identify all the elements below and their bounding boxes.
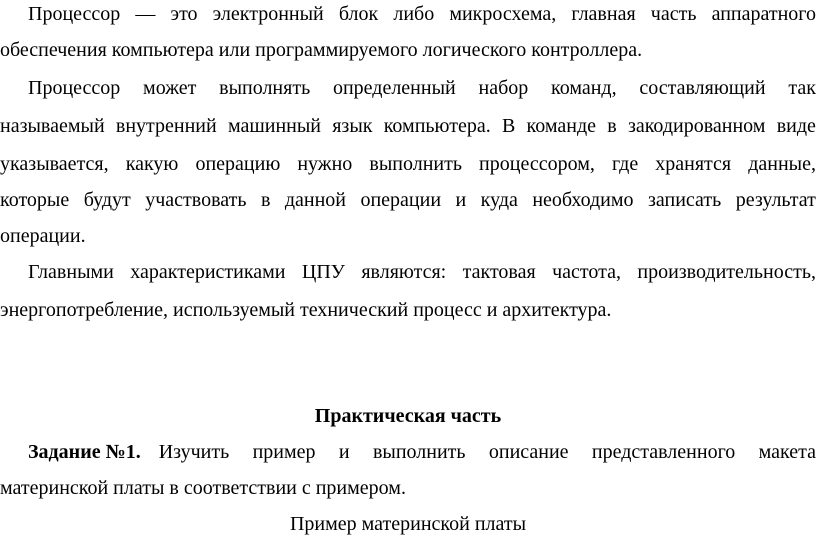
word: необходимо — [532, 189, 634, 211]
figure-caption: Пример материнской платы — [289, 513, 527, 535]
paragraph-3-line-2: энергопотребление, используемый технический процесс и архитектура. — [0, 299, 612, 321]
word: и — [455, 189, 467, 211]
word: определенный — [332, 77, 456, 99]
word: нужно — [297, 153, 353, 175]
word: электронный — [212, 3, 324, 25]
word: характеристиками — [130, 261, 286, 283]
word: пример — [252, 441, 316, 463]
word: это — [170, 3, 198, 25]
word: — — [135, 3, 156, 25]
word: набор — [478, 77, 529, 99]
paragraph-2-line-3 — [0, 152, 816, 176]
word: результат — [735, 189, 816, 211]
word: выполнить — [372, 441, 466, 463]
word: Процессор — [28, 77, 121, 99]
paragraph-2-line-1 — [0, 76, 816, 100]
task-label: Задание №1. — [28, 441, 141, 463]
word: Процессор — [28, 3, 121, 25]
word: указывается, — [0, 153, 109, 175]
word: будут — [83, 189, 131, 211]
paragraph-2-line-4 — [0, 188, 816, 212]
word: аппаратного — [711, 3, 816, 25]
word: записать — [648, 189, 722, 211]
paragraph-2-line-5: операции. — [0, 225, 86, 247]
task-line-2: материнской платы в соответствии с примером. — [0, 477, 406, 499]
paragraph-1-line-2: обеспечения компьютера или программируемого логического контроллера. — [0, 39, 643, 61]
word: называемый — [0, 115, 105, 137]
word: машинный — [227, 115, 321, 137]
word: составляющий — [639, 77, 766, 99]
word: В — [501, 115, 516, 137]
word: виде — [776, 115, 816, 137]
word: в — [260, 189, 271, 211]
word: описание — [488, 441, 569, 463]
word: в — [607, 115, 617, 137]
word: данные, — [748, 153, 816, 175]
word: может — [143, 77, 197, 99]
word: процессором, — [479, 153, 595, 175]
word: внутренний — [115, 115, 217, 137]
word: выполнять — [219, 77, 311, 99]
word: либо — [393, 3, 435, 25]
word: часть — [650, 3, 697, 25]
word: так — [788, 77, 816, 99]
word: являются: — [361, 261, 447, 283]
paragraph-1-line-1 — [0, 2, 816, 26]
word: макета — [758, 441, 816, 463]
paragraph-3-line-1 — [0, 260, 816, 284]
task-line-1 — [0, 440, 816, 464]
word: хранятся — [655, 153, 732, 175]
word: данной — [284, 189, 347, 211]
word: куда — [480, 189, 518, 211]
task-line-1-rest — [159, 440, 816, 464]
paragraph-2-line-2 — [0, 114, 816, 138]
word: язык — [332, 115, 373, 137]
word: операции — [360, 189, 442, 211]
word: команде — [526, 115, 597, 137]
word: и — [338, 441, 350, 463]
word: блок — [338, 3, 379, 25]
word: представленного — [591, 441, 736, 463]
word: компьютера. — [383, 115, 491, 137]
section-heading: Практическая часть — [314, 405, 502, 427]
word: закодированном — [627, 115, 766, 137]
word: Главными — [28, 261, 114, 283]
word: тактовая — [462, 261, 536, 283]
word: где — [611, 153, 639, 175]
word: команд, — [551, 77, 617, 99]
word: Изучить — [158, 441, 230, 463]
word: микросхема, — [449, 3, 557, 25]
word: операцию — [195, 153, 281, 175]
word: какую — [125, 153, 179, 175]
word: главная — [571, 3, 636, 25]
word: частота, — [552, 261, 621, 283]
word: выполнить — [369, 153, 462, 175]
word: которые — [0, 189, 70, 211]
word: производительность, — [637, 261, 816, 283]
word: ЦПУ — [301, 261, 345, 283]
word: участвовать — [145, 189, 247, 211]
